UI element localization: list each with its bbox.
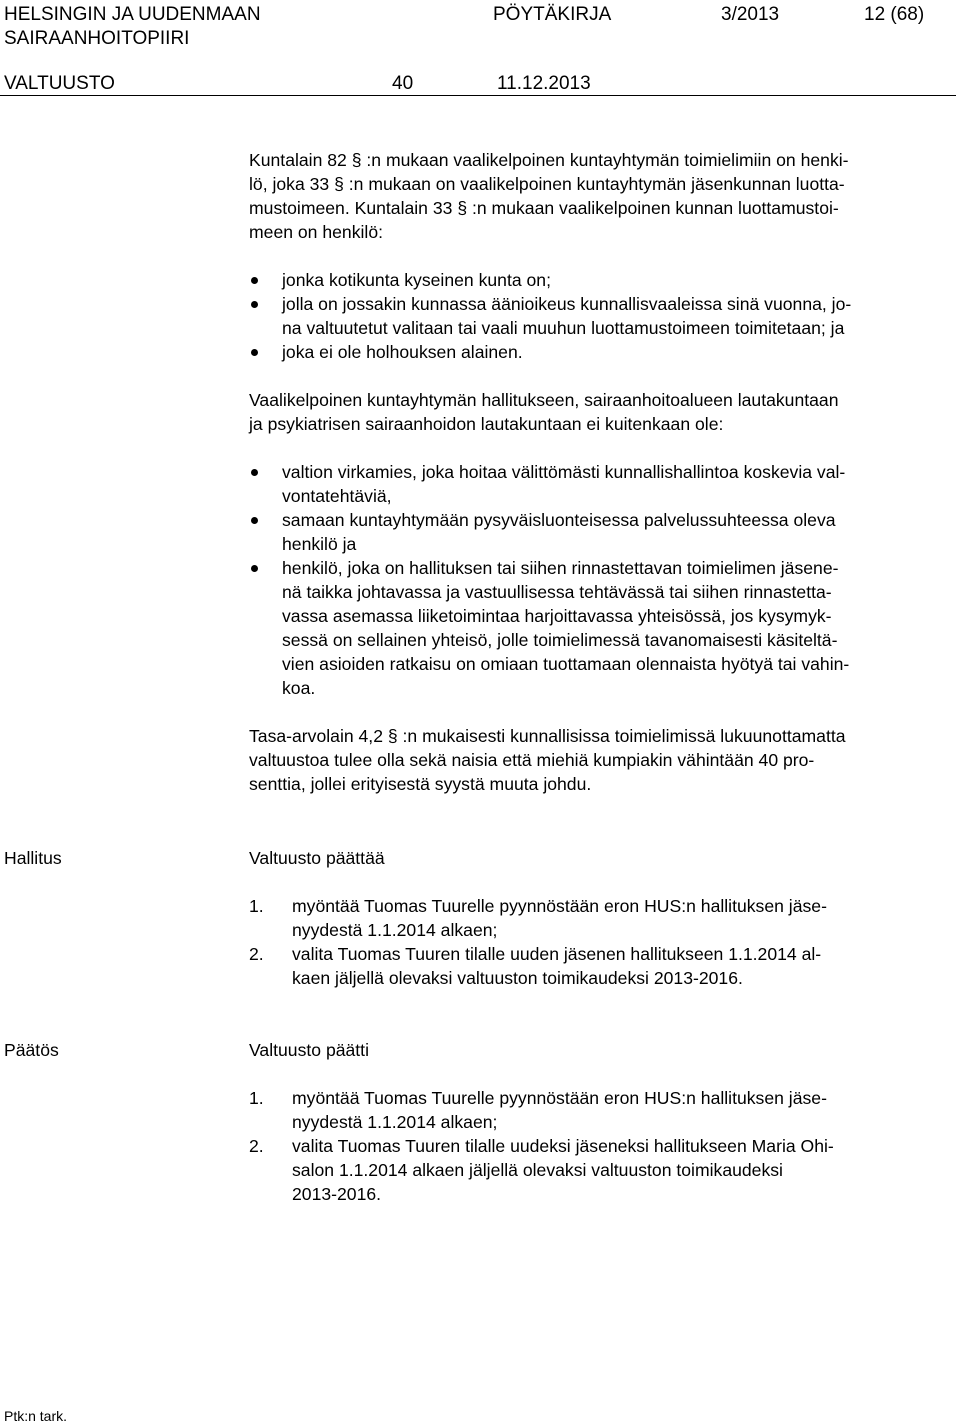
text-line: nyydestä 1.1.2014 alkaen;: [292, 920, 498, 940]
eligibility-list: [249, 268, 955, 364]
text-line: senttia, jollei erityisestä syystä muuta johdu.: [249, 774, 592, 794]
text-line: valita Tuomas Tuuren tilalle uuden jäsenen hallitukseen 1.1.2014 al-: [292, 944, 822, 964]
text-line: salon 1.1.2014 alkaen jäljellä olevaksi valtuuston toimikaudeksi: [292, 1160, 783, 1180]
exclusion-paragraph: [249, 388, 955, 436]
list-item: [249, 460, 955, 508]
list-item: [249, 942, 955, 990]
list-item: [249, 340, 955, 364]
document-header: [0, 0, 960, 96]
text-line: jonka kotikunta kyseinen kunta on;: [282, 270, 551, 290]
text-line: vontatehtäviä,: [282, 486, 392, 506]
org-name-line2: SAIRAANHOITOPIIRI: [4, 28, 190, 49]
proposal-list: [249, 894, 955, 990]
text-line: Kuntalain 82 § :n mukaan vaalikelpoinen kuntayhtymän toimielimiin on henki-: [249, 150, 849, 170]
text-line: valtuustoa tulee olla sekä naisia että miehiä kumpiakin vähintään 40 pro-: [249, 750, 815, 770]
text-line: samaan kuntayhtymään pysyväisluonteisessa palvelussuhteessa oleva: [282, 510, 836, 530]
item-number: 2.: [249, 944, 264, 964]
decision-list: [249, 1086, 955, 1206]
text-line: nä taikka johtavassa ja vastuullisessa tehtävässä tai siihen rinnastetta-: [282, 582, 832, 602]
item-number: 1.: [249, 896, 264, 916]
intro-paragraph: [249, 148, 955, 244]
text-line: kaen jäljellä olevaksi valtuuston toimikaudeksi 2013-2016.: [292, 968, 743, 988]
org-name-line1: HELSINGIN JA UUDENMAAN: [4, 4, 261, 25]
list-item: [249, 556, 955, 700]
document-type: PÖYTÄKIRJA: [493, 4, 612, 25]
section-number: 40: [392, 73, 414, 94]
text-line: Tasa-arvolain 4,2 § :n mukaisesti kunnallisissa toimielimissä lukuunottamatta: [249, 726, 846, 746]
page-number: 12 (68): [864, 4, 925, 25]
section-label-paatos: Päätös: [4, 1040, 59, 1060]
header-rule: [0, 95, 956, 96]
text-line: henkilö ja: [282, 534, 357, 554]
list-item: [249, 1134, 955, 1206]
text-line: vien asioiden ratkaisu on omiaan tuottamaan olennaista hyötyä tai vahin-: [282, 654, 850, 674]
text-line: valtion virkamies, joka hoitaa välittömästi kunnallishallintoa koskevia val-: [282, 462, 846, 482]
exclusion-list: [249, 460, 955, 700]
text-line: Vaalikelpoinen kuntayhtymän hallitukseen, sairaanhoitoalueen lautakuntaan: [249, 390, 839, 410]
text-line: valita Tuomas Tuuren tilalle uudeksi jäseneksi hallitukseen Maria Ohi-: [292, 1136, 834, 1156]
proposal-heading: Valtuusto päättää: [249, 848, 385, 868]
item-number: 2.: [249, 1136, 264, 1156]
equality-paragraph: [249, 724, 955, 796]
text-line: mustoimeen. Kuntalain 33 § :n mukaan vaalikelpoinen kunnan luottamustoi-: [249, 198, 839, 218]
list-item: [249, 268, 955, 292]
decision-heading: Valtuusto päätti: [249, 1040, 369, 1060]
text-line: ja psykiatrisen sairaanhoidon lautakuntaan ei kuitenkaan ole:: [249, 414, 724, 434]
text-line: na valtuutetut valitaan tai vaali muuhun luottamustoimeen toimitetaan; ja: [282, 318, 845, 338]
text-line: sessä on sellainen yhteisö, jolle toimielimessä tavanomaisesti käsiteltä-: [282, 630, 838, 650]
meeting-date: 11.12.2013: [497, 73, 591, 94]
item-number: 1.: [249, 1088, 264, 1108]
section-label-hallitus: Hallitus: [4, 848, 62, 868]
text-line: henkilö, joka on hallituksen tai siihen rinnastettavan toimielimen jäsene-: [282, 558, 839, 578]
text-line: nyydestä 1.1.2014 alkaen;: [292, 1112, 498, 1132]
document-number: 3/2013: [721, 4, 780, 25]
text-line: 2013-2016.: [292, 1184, 382, 1204]
text-line: myöntää Tuomas Tuurelle pyynnöstään eron HUS:n hallituksen jäse-: [292, 896, 827, 916]
text-line: lö, joka 33 § :n mukaan on vaalikelpoinen kuntayhtymän jäsenkunnan luotta-: [249, 174, 845, 194]
body-name: VALTUUSTO: [4, 73, 115, 94]
text-line: jolla on jossakin kunnassa äänioikeus kunnallisvaaleissa sinä vuonna, jo-: [282, 294, 852, 314]
text-line: myöntää Tuomas Tuurelle pyynnöstään eron HUS:n hallituksen jäse-: [292, 1088, 827, 1108]
text-line: vassa asemassa liiketoimintaa harjoittavassa yhteisössä, jos kysymyk-: [282, 606, 832, 626]
document-body: [249, 148, 955, 820]
list-item: [249, 292, 955, 340]
text-line: joka ei ole holhouksen alainen.: [282, 342, 523, 362]
footer-checker-note: Ptk:n tark.: [4, 1408, 68, 1424]
list-item: [249, 1086, 955, 1134]
list-item: [249, 508, 955, 556]
text-line: meen on henkilö:: [249, 222, 383, 242]
text-line: koa.: [282, 678, 316, 698]
list-item: [249, 894, 955, 942]
